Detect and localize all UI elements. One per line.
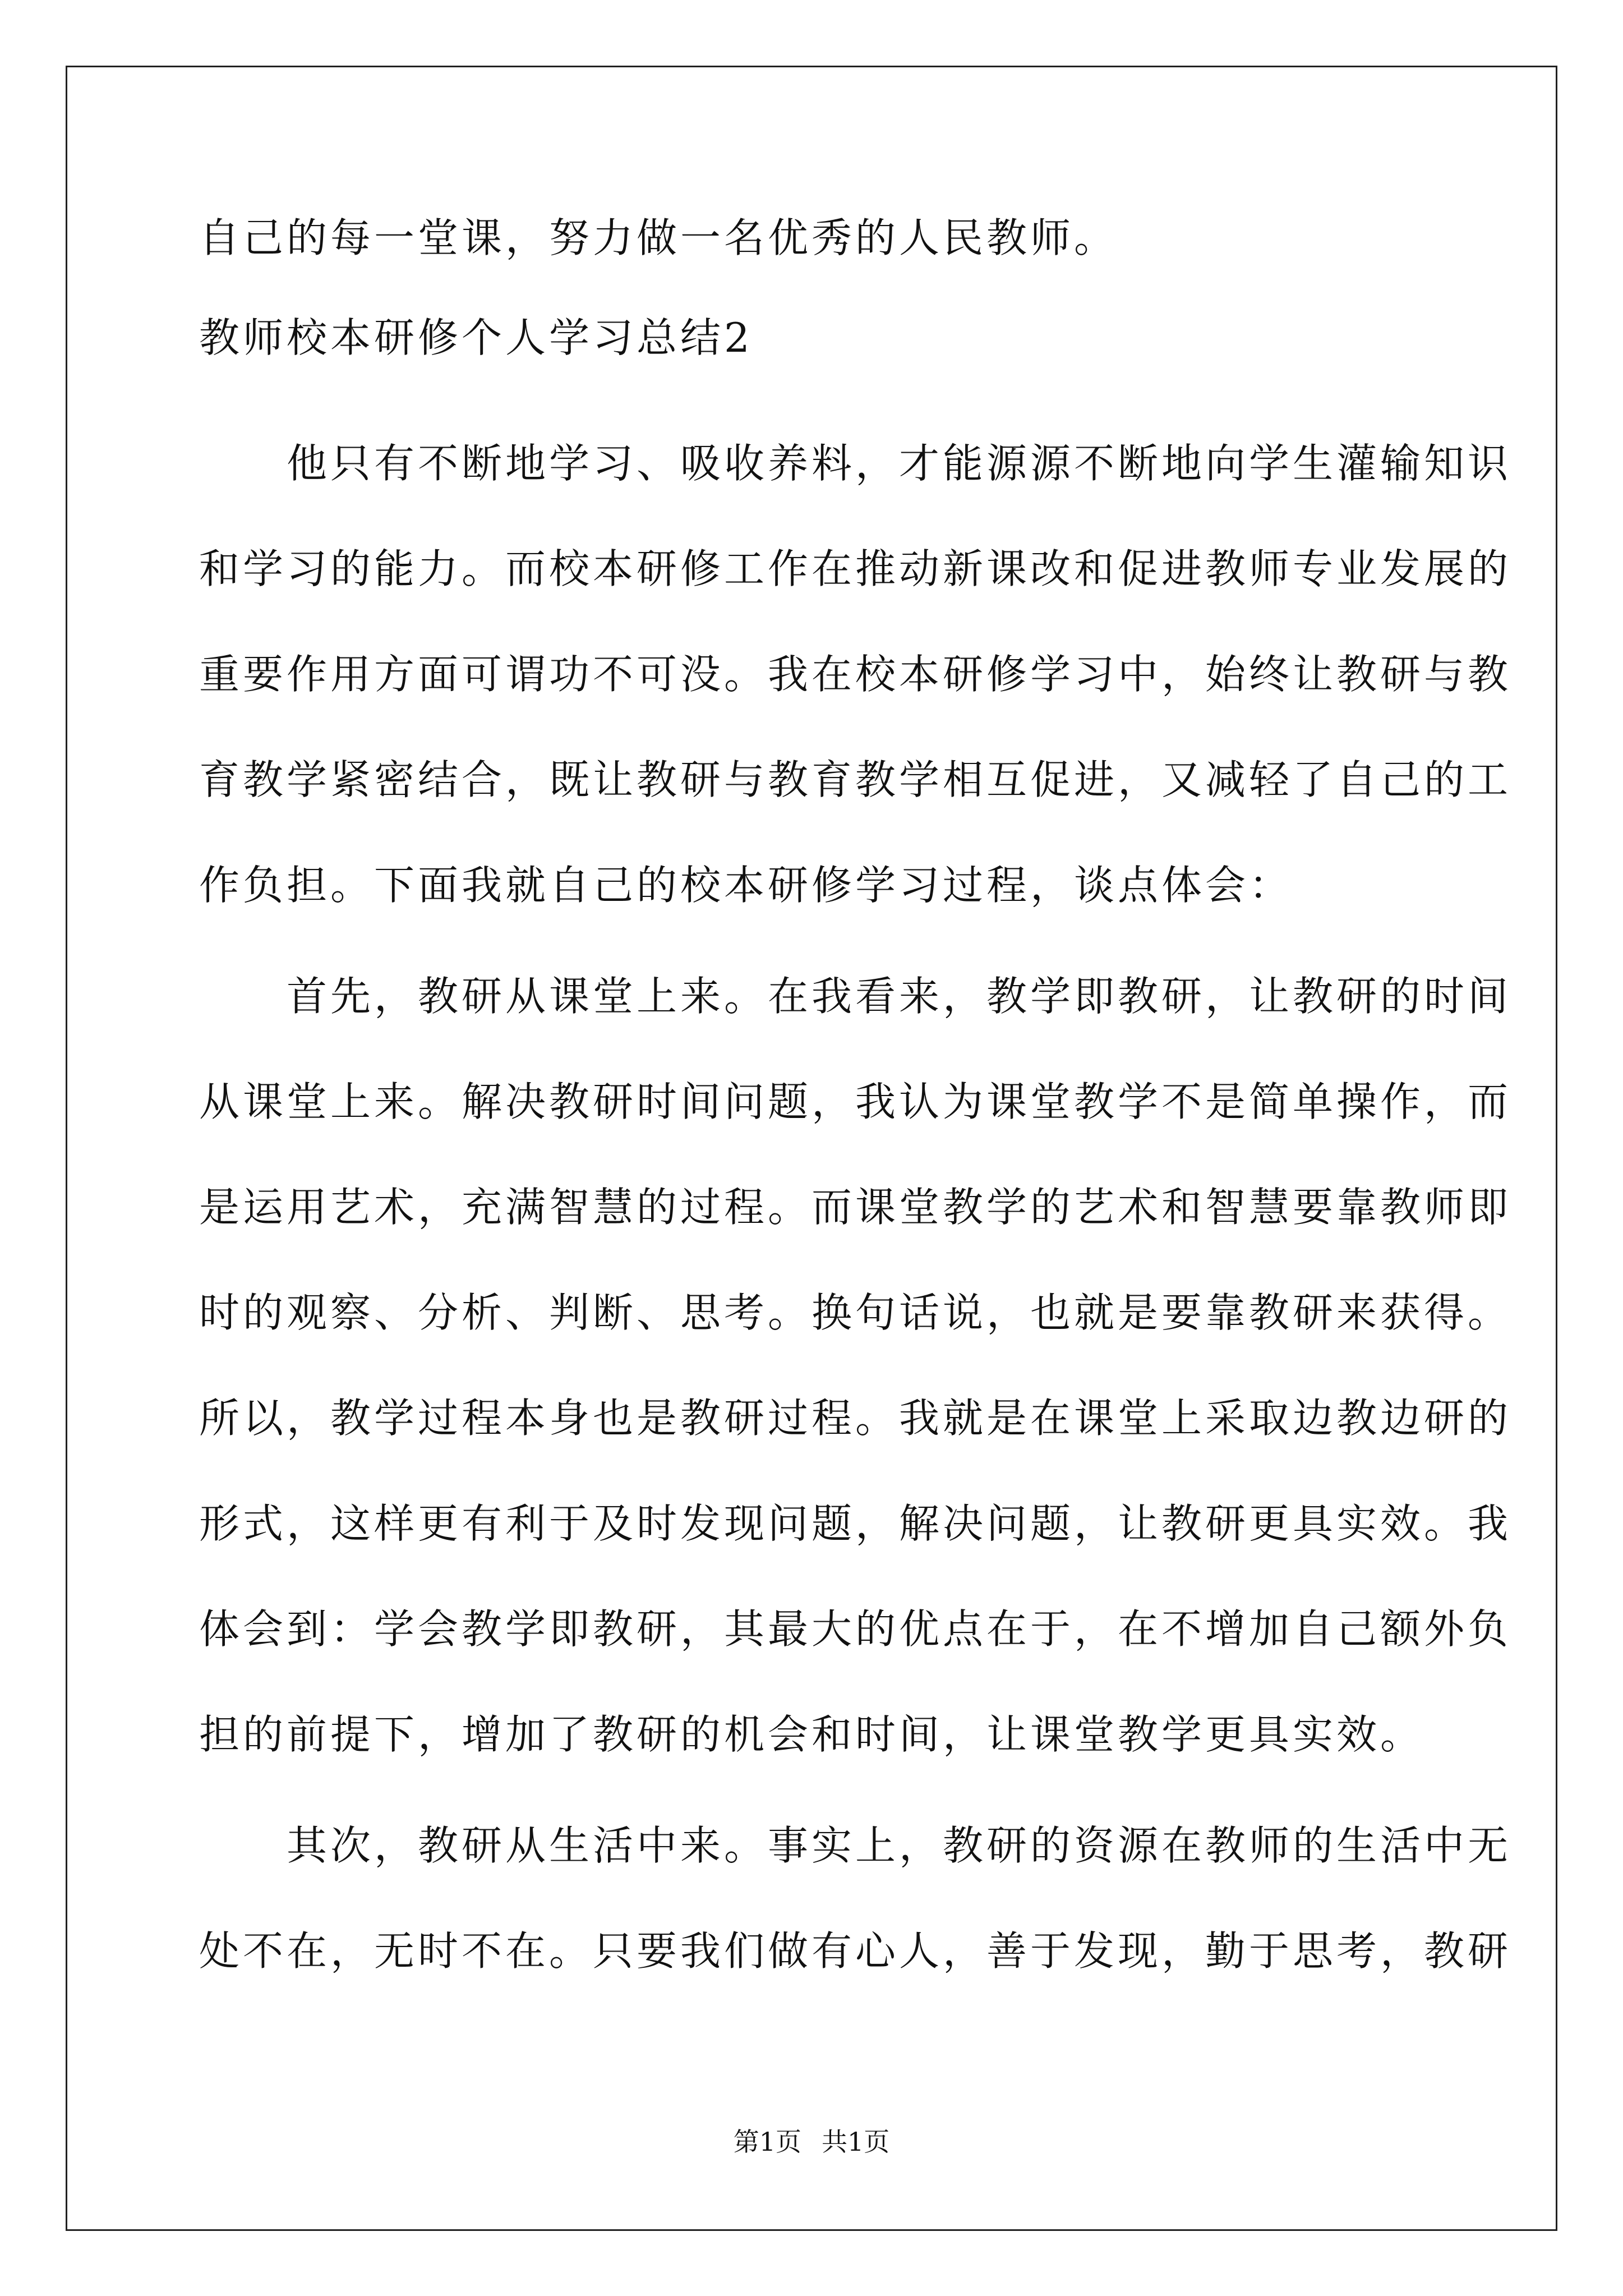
text-line: 自己的每一堂课，努力做一名优秀的人民教师。 [199, 214, 1118, 261]
text-line: 育教学紧密结合，既让教研与教育教学相互促进，又减轻了自己的工 [199, 756, 1512, 803]
page-border [66, 66, 1557, 2231]
text-line: 是运用艺术，充满智慧的过程。而课堂教学的艺术和智慧要靠教师即 [199, 1184, 1512, 1231]
text-line: 担的前提下，增加了教研的机会和时间，让课堂教学更具实效。 [199, 1711, 1424, 1758]
text-line: 和学习的能力。而校本研修工作在推动新课改和促进教师专业发展的 [199, 545, 1512, 592]
text-line: 体会到：学会教学即教研，其最大的优点在于，在不增加自己额外负 [199, 1605, 1512, 1653]
text-line: 他只有不断地学习、吸收养料，才能源源不断地向学生灌输知识 [199, 440, 1512, 487]
text-line: 形式，这样更有利于及时发现问题，解决问题，让教研更具实效。我 [199, 1500, 1512, 1547]
page-total: 共1页 [822, 2127, 890, 2157]
text-line: 首先，教研从课堂上来。在我看来，教学即教研，让教研的时间 [199, 973, 1512, 1020]
text-line: 其次，教研从生活中来。事实上，教研的资源在教师的生活中无 [199, 1822, 1512, 1869]
text-line: 所以，教学过程本身也是教研过程。我就是在课堂上采取边教边研的 [199, 1395, 1512, 1442]
text-line: 处不在，无时不在。只要我们做有心人，善于发现，勤于思考，教研 [199, 1927, 1512, 1975]
text-line: 时的观察、分析、判断、思考。换句话说，也就是要靠教研来获得。 [199, 1289, 1512, 1336]
page-footer [0, 2129, 1623, 2155]
text-line: 作负担。下面我就自己的校本研修学习过程，谈点体会： [199, 862, 1293, 909]
text-line: 重要作用方面可谓功不可没。我在校本研修学习中，始终让教研与教 [199, 651, 1512, 698]
text-line: 从课堂上来。解决教研时间问题，我认为课堂教学不是简单操作，而 [199, 1078, 1512, 1125]
page-number: 第1页 [733, 2127, 801, 2157]
section-heading: 教师校本研修个人学习总结2 [199, 314, 753, 361]
